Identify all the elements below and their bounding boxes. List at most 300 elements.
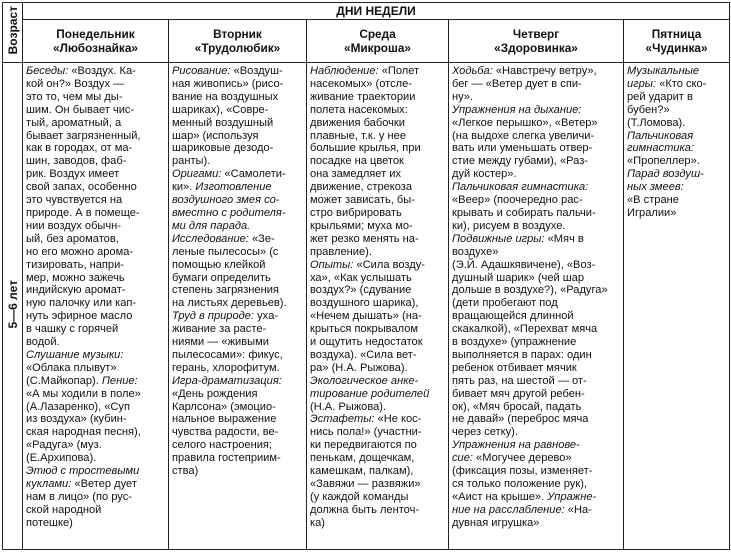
activity-category: Наблюдение: <box>310 65 379 77</box>
activity-text: индийскую аромат- <box>26 284 126 297</box>
activity-text: «Ветер дует <box>71 478 137 490</box>
text-line <box>26 284 165 297</box>
activity-text: нальное выражение <box>172 413 277 426</box>
text-line <box>452 323 620 336</box>
day-header-friday <box>624 20 730 63</box>
activity-text: «Аист на крыше». <box>452 490 548 503</box>
activity-text: «Кто ско- <box>656 77 707 90</box>
activity-text: стро вибрировать <box>310 206 402 219</box>
text-line <box>26 91 165 104</box>
text-line <box>310 426 445 439</box>
activity-text: полета насекомых: <box>310 103 408 116</box>
day-name: Вторник <box>213 27 262 41</box>
text-line <box>452 142 620 155</box>
text-line <box>452 168 620 181</box>
activity-text: «День рождения <box>172 387 258 400</box>
activity-text: потешке) <box>26 516 73 529</box>
activity-text: селого настроения; <box>172 439 273 452</box>
day-name: Среда <box>359 27 396 41</box>
day-header-monday <box>23 20 169 63</box>
activities-row <box>3 63 730 550</box>
activity-text: ся только положение рук), <box>452 478 587 490</box>
text-line <box>310 272 445 285</box>
activity-category: Подвижные игры: <box>452 232 545 245</box>
text-line <box>172 310 303 323</box>
activity-text: (Э.Й. Адашкявичене), «Воз- <box>452 258 596 271</box>
activity-category: Пальчиковая <box>627 129 694 142</box>
activity-text: тизировать, напри- <box>26 258 124 271</box>
text-line <box>310 491 445 504</box>
text-line <box>452 401 620 414</box>
text-line <box>172 78 303 91</box>
text-line <box>172 439 303 452</box>
activity-text: свой запах, особенно <box>26 181 137 194</box>
text-line <box>26 401 165 414</box>
activity-text: «Не кос- <box>374 413 422 426</box>
activity-category: ние на расслабление: <box>452 503 565 516</box>
text-line <box>452 504 620 517</box>
text-line <box>310 207 445 220</box>
activity-text: ребенок отбивает мячик <box>452 361 577 374</box>
days-of-week-header: ДНИ НЕДЕЛИ <box>23 3 730 20</box>
text-line <box>26 246 165 259</box>
activity-text: «Радуга» (муз. <box>26 439 102 452</box>
activity-text: (С.Майкопар). <box>26 374 102 387</box>
text-line <box>452 478 620 491</box>
text-line <box>172 272 303 285</box>
activity-text: стие между губами), «Раз- <box>452 155 588 168</box>
text-line <box>310 504 445 517</box>
text-line <box>627 194 726 207</box>
activity-text: «Воздух. Ка- <box>68 65 136 77</box>
activity-text: «На- <box>564 503 592 516</box>
text-line <box>310 336 445 349</box>
activity-text: вать или уменьшать отвер- <box>452 142 593 155</box>
text-line <box>627 142 726 155</box>
day-theme: «Микроша» <box>344 41 411 55</box>
activity-text: водой. <box>26 336 60 349</box>
activity-text: нуть эфирное масло <box>26 310 133 323</box>
activity-text: «Самолети- <box>221 168 286 181</box>
text-line <box>627 78 726 91</box>
activity-text: вание на воздушных <box>172 90 279 103</box>
text-line <box>26 130 165 143</box>
activity-category: воздушного змея со- <box>172 194 280 207</box>
age-group-cell: 5—6 лет <box>3 63 23 550</box>
text-line <box>452 452 620 465</box>
text-line <box>310 194 445 207</box>
text-line <box>452 349 620 362</box>
activity-text: большие крылья, при <box>310 142 421 155</box>
text-line <box>172 233 303 246</box>
text-line <box>452 130 620 143</box>
activity-category: Упражне- <box>547 490 597 503</box>
text-line <box>172 207 303 220</box>
activity-text: «Нечем дышать» (на- <box>310 310 422 323</box>
text-line <box>452 207 620 220</box>
day-name: Четверг <box>512 27 560 41</box>
activity-text: рик. Воздух имеет <box>26 168 120 181</box>
text-line <box>26 233 165 246</box>
activity-text: ра» (Н.А. Рыжова). <box>310 361 408 374</box>
text-line <box>172 91 303 104</box>
text-line <box>452 233 620 246</box>
text-line <box>26 439 165 452</box>
text-line <box>172 465 303 478</box>
activity-text: шариковые дезодо- <box>172 142 274 155</box>
activity-text: ок), «Мяч бросай, падать <box>452 400 582 413</box>
text-line <box>172 426 303 439</box>
activity-text: ну». <box>452 90 474 103</box>
text-line <box>452 194 620 207</box>
text-line <box>627 168 726 181</box>
text-line <box>172 155 303 168</box>
activity-text: правление). <box>310 245 372 258</box>
activity-text: пять раз, на шестой — от- <box>452 374 587 387</box>
text-line <box>26 362 165 375</box>
day-header-thursday <box>449 20 624 63</box>
text-line <box>172 413 303 426</box>
text-line <box>310 117 445 130</box>
text-line <box>310 104 445 117</box>
text-line <box>26 181 165 194</box>
text-line <box>26 220 165 233</box>
activity-text: «Сила возду- <box>353 258 425 271</box>
text-line <box>310 375 445 388</box>
activity-text: жет резко менять на- <box>310 232 419 245</box>
activity-category: тирование родителей <box>310 387 430 400</box>
text-line <box>452 517 620 530</box>
text-line <box>452 78 620 91</box>
activity-text: крывать и собирать пальчи- <box>452 206 596 219</box>
text-line <box>26 310 165 323</box>
text-line <box>26 478 165 491</box>
day-theme: «Трудолюбик» <box>194 41 281 55</box>
activity-text: ки». <box>172 181 196 194</box>
text-line <box>26 323 165 336</box>
activity-text: «А мы ходили в поле» <box>26 387 141 400</box>
text-line <box>627 91 726 104</box>
activity-text: это то, чем мы ды- <box>26 90 123 103</box>
text-line <box>310 155 445 168</box>
day-name: Понедельник <box>56 27 135 41</box>
activity-text: нии воздух обычн- <box>26 219 122 232</box>
activity-text: может зависать, бы- <box>310 194 415 207</box>
activity-text: помощью клейкой <box>172 258 266 271</box>
text-line <box>310 388 445 401</box>
text-line <box>452 155 620 168</box>
activity-category: Экологическое анке- <box>310 374 419 387</box>
text-line <box>26 465 165 478</box>
activity-text: дольше в воздухе?), «Радуга» <box>452 284 608 297</box>
activity-category: ных змеев: <box>627 181 684 194</box>
text-line <box>452 246 620 259</box>
activity-text: ки), рисуем в воздухе. <box>452 219 566 232</box>
activity-text: (Т.Ломова). <box>627 116 686 129</box>
text-line <box>26 517 165 530</box>
activity-text: насекомых» (отсле- <box>310 77 413 90</box>
text-line <box>452 336 620 349</box>
text-line <box>26 168 165 181</box>
activity-text: «Мяч в <box>544 232 584 245</box>
activity-category: вместно с родителя- <box>172 206 286 219</box>
text-line <box>310 233 445 246</box>
day-name: Пятница <box>651 27 702 41</box>
activity-text: шар» (используя <box>172 129 259 142</box>
activity-text: живание за расте- <box>172 323 267 336</box>
activity-text: крыльями; муха мо- <box>310 219 413 232</box>
text-line <box>310 297 445 310</box>
activity-text: не давай» (переброс мяча <box>452 413 589 426</box>
activity-text: «Легкое перышко», «Ветер» <box>452 116 598 129</box>
activity-category: Слушание музыки: <box>26 348 124 361</box>
text-line <box>26 491 165 504</box>
activity-text: бивает мяч другой ребен- <box>452 387 585 400</box>
text-line <box>172 181 303 194</box>
activity-text: степень загрязнения <box>172 284 279 297</box>
activity-category: Ходьба: <box>452 65 493 77</box>
text-line <box>310 349 445 362</box>
text-line <box>310 323 445 336</box>
activity-text: «Завяжи — развяжи» <box>310 478 421 490</box>
activity-category: куклами: <box>26 478 72 490</box>
activity-text: бубен?» <box>627 103 670 116</box>
activity-text: и ощутить недостаток <box>310 336 423 349</box>
text-line <box>26 349 165 362</box>
activity-category: Оригами: <box>172 168 222 181</box>
text-line <box>452 439 620 452</box>
text-line <box>627 117 726 130</box>
text-line <box>26 142 165 155</box>
activity-text: шин, заводов, фаб- <box>26 155 127 168</box>
text-line <box>310 78 445 91</box>
activity-text: посадке на цветок <box>310 155 404 168</box>
text-line <box>172 362 303 375</box>
day-header-wednesday <box>307 20 449 63</box>
text-line <box>627 181 726 194</box>
activity-category: Упражнения на равнове- <box>452 439 580 452</box>
activity-text: ства) <box>172 465 199 478</box>
activity-category: гимнастика: <box>627 142 694 155</box>
activity-category: Парад воздуш- <box>627 168 704 181</box>
text-line <box>26 155 165 168</box>
activity-text: «Полет <box>378 65 420 77</box>
text-line <box>26 375 165 388</box>
activities-thursday <box>449 63 624 550</box>
activity-text: Игралии» <box>627 206 677 219</box>
text-line <box>26 336 165 349</box>
activity-text: правила гостеприим- <box>172 452 281 465</box>
activities-monday <box>23 63 169 550</box>
text-line <box>26 117 165 130</box>
activity-text: «Веер» (поочередно рас- <box>452 194 583 207</box>
activity-text: шим. Он бывает чис- <box>26 103 135 116</box>
activity-text: камешкам, палкам), <box>310 465 414 478</box>
text-line <box>452 65 620 78</box>
activity-text: «Навстречу ветру», <box>492 65 597 77</box>
text-line <box>310 452 445 465</box>
day-theme: «Любознайка» <box>53 41 138 55</box>
text-line <box>172 65 303 78</box>
activity-text: «Пропеллер». <box>627 155 700 168</box>
activity-text: воздушного шарика), <box>310 297 419 310</box>
activity-category: сие: <box>452 452 473 465</box>
text-line <box>452 465 620 478</box>
activity-text: воздух?» (сдувание <box>310 284 412 297</box>
text-line <box>172 194 303 207</box>
text-line <box>172 336 303 349</box>
text-line <box>26 104 165 117</box>
activity-category: Рисование: <box>172 65 231 77</box>
text-line <box>26 388 165 401</box>
header-row-days <box>3 3 730 20</box>
activities-wednesday <box>307 63 449 550</box>
text-line <box>310 478 445 491</box>
activity-text: крыться покрывалом <box>310 323 419 336</box>
activity-text: движение, стрекоза <box>310 181 413 194</box>
activity-text: дуй костер». <box>452 168 517 181</box>
activity-category: Музыкальные <box>627 65 700 77</box>
text-line <box>310 65 445 78</box>
activity-text: ская народная песня), <box>26 426 141 439</box>
text-line <box>172 284 303 297</box>
activity-text: выполняется в парах: один <box>452 348 592 361</box>
activity-text: ниями — «живыми <box>172 336 269 349</box>
text-line <box>172 349 303 362</box>
activity-text: ухa- <box>254 310 279 323</box>
text-line <box>172 142 303 155</box>
text-line <box>310 91 445 104</box>
day-theme: «Чудинка» <box>645 41 708 55</box>
activity-category: Этюд с тростевыми <box>26 465 140 478</box>
text-line <box>452 362 620 375</box>
activity-text: ха», «Как услышать <box>310 271 412 284</box>
text-line <box>452 272 620 285</box>
activity-text: мер, можно зажечь <box>26 271 125 284</box>
text-line <box>172 452 303 465</box>
text-line <box>172 259 303 272</box>
text-line <box>26 413 165 426</box>
activity-text: душный шарик» (чей шар <box>452 271 585 284</box>
activity-category: Беседы: <box>26 65 69 77</box>
activity-text: бывает загрязненный, <box>26 129 141 142</box>
text-line <box>172 104 303 117</box>
text-line <box>172 117 303 130</box>
text-line <box>172 130 303 143</box>
activity-text: в чашку с горячей <box>26 323 119 336</box>
text-line <box>172 401 303 414</box>
activity-text: в воздухе» (упражнение <box>452 336 577 349</box>
activity-text: менный воздушный <box>172 116 274 129</box>
header-row-day-names <box>3 20 730 63</box>
text-line <box>452 413 620 426</box>
activity-category: Труд в природе: <box>172 310 255 323</box>
activity-text: пенькам, дощечкам, <box>310 452 415 465</box>
activity-text: плавные, т.к. у нее <box>310 129 407 142</box>
text-line <box>310 220 445 233</box>
activity-text: должна быть ленточ- <box>310 503 420 516</box>
text-line <box>452 388 620 401</box>
text-line <box>627 65 726 78</box>
activity-text: воздуха). «Сила вет- <box>310 348 417 361</box>
activity-text: шариках), «Совре- <box>172 103 269 116</box>
text-line <box>310 246 445 259</box>
text-line <box>310 439 445 452</box>
activity-text: пылесосами»: фикус, <box>172 348 283 361</box>
activity-text: (Е.Архипова). <box>26 452 97 465</box>
activity-text: (А.Лазаренко), «Суп <box>26 400 130 413</box>
activity-text: «Воздуш- <box>230 65 283 77</box>
text-line <box>172 168 303 181</box>
text-line <box>172 323 303 336</box>
activity-category: Упражнения на дыхание: <box>452 103 582 116</box>
activity-text: ранты). <box>172 155 211 168</box>
text-line <box>172 388 303 401</box>
activity-text: (фиксация позы, изменяет- <box>452 465 593 478</box>
activity-text: ый, без ароматов, <box>26 232 119 245</box>
text-line <box>26 504 165 517</box>
text-line <box>26 259 165 272</box>
activity-text: леные пылесосы» (с <box>172 245 279 258</box>
activity-text: Карлсона» (эмоцио- <box>172 400 276 413</box>
activity-text: на листьях деревьев). <box>172 297 287 310</box>
activity-category: Игра-драматизация: <box>172 374 282 387</box>
weekly-plan-table <box>2 2 730 550</box>
activity-text: «В стране <box>627 194 679 207</box>
text-line <box>452 117 620 130</box>
text-line <box>26 452 165 465</box>
activity-category: Изготовление <box>195 181 272 194</box>
text-line <box>310 465 445 478</box>
activity-text: это чувствуется на <box>26 194 123 207</box>
activity-text: скакалкой), «Перехват мяча <box>452 323 598 336</box>
activity-text: ка) <box>310 516 325 529</box>
text-line <box>452 91 620 104</box>
activity-text: движения бабочки <box>310 116 405 129</box>
text-line <box>172 246 303 259</box>
activity-text: ную палочку или кап- <box>26 297 137 310</box>
activity-category: игры: <box>627 77 657 90</box>
text-line <box>452 181 620 194</box>
activity-text: (у каждой команды <box>310 490 409 503</box>
text-line <box>310 401 445 414</box>
activity-text: ная живопись» (рисо- <box>172 77 284 90</box>
text-line <box>310 181 445 194</box>
text-line <box>452 220 620 233</box>
text-line <box>627 130 726 143</box>
activity-text: (дети пробегают под <box>452 297 558 310</box>
activity-text: как в городах, от ма- <box>26 142 133 155</box>
text-line <box>452 375 620 388</box>
activity-text: рей ударит в <box>627 90 693 103</box>
text-line <box>627 207 726 220</box>
activities-friday <box>624 63 730 550</box>
activity-text: (на выдохе слегка увеличи- <box>452 129 595 142</box>
text-line <box>310 284 445 297</box>
text-line <box>452 491 620 504</box>
activity-text: дувная игрушка» <box>452 516 540 529</box>
activity-text: природе. А в помеще- <box>26 206 140 219</box>
activity-category: Исследование: <box>172 232 249 245</box>
text-line <box>26 207 165 220</box>
activity-text: она замедляет их <box>310 168 402 181</box>
activity-text: нам в лицо» (по рус- <box>26 490 132 503</box>
activity-text: ки передвигаются по <box>310 439 417 452</box>
activity-text: живание траектории <box>310 90 416 103</box>
text-line <box>310 168 445 181</box>
activity-text: тый, ароматный, а <box>26 116 122 129</box>
text-line <box>310 362 445 375</box>
